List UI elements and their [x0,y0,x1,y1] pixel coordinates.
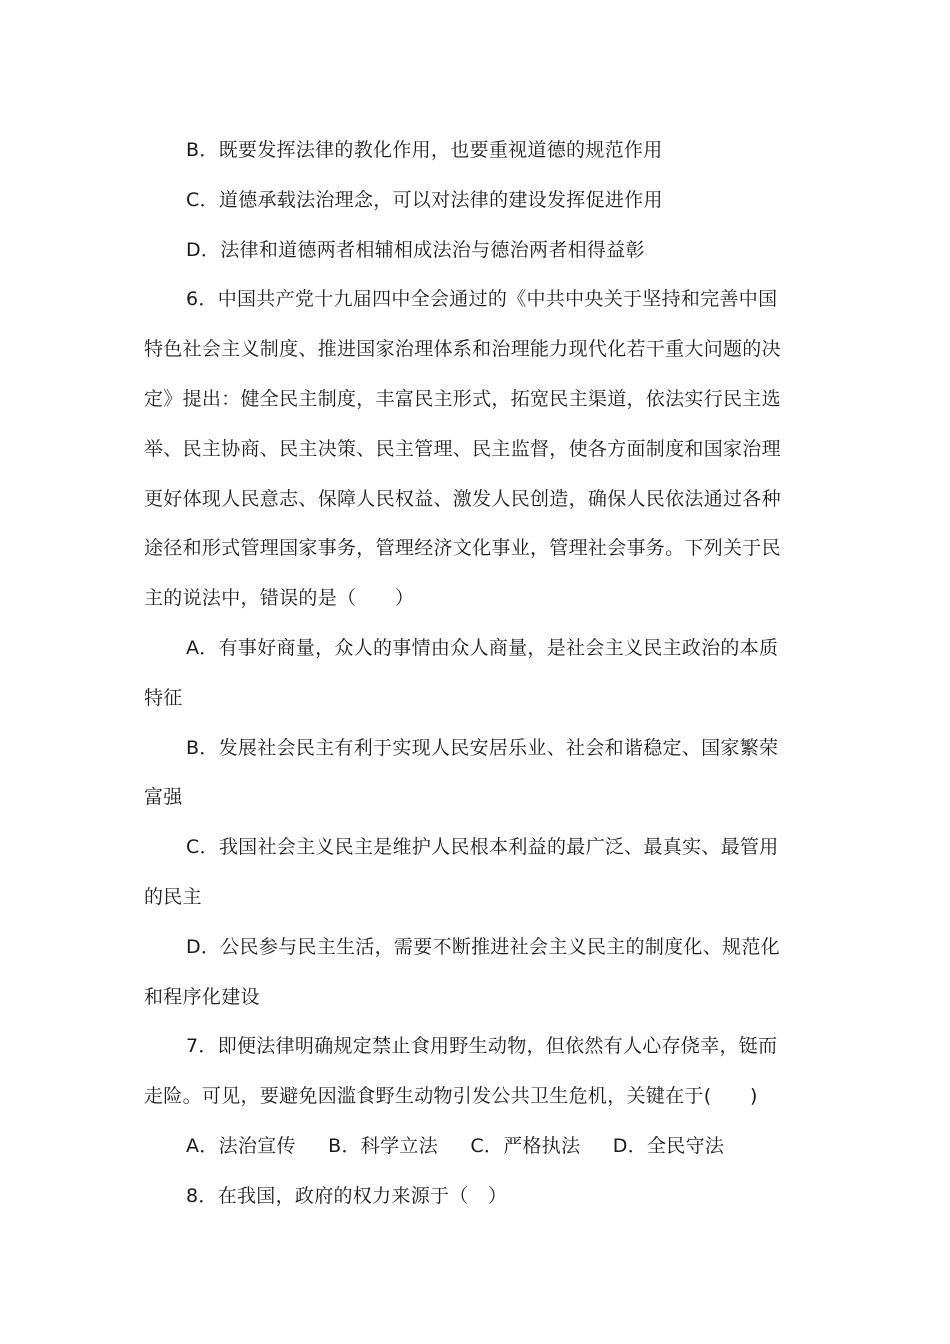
q7-option-b: B．科学立法 [328,1134,438,1157]
q5-option-d: D．法律和道德两者相辅相成法治与德治两者相得益彰 [186,238,645,261]
q6-stem-line: 主的说法中，错误的是（ ） [144,587,415,610]
q6-option-d: D．公民参与民主生活，需要不断推进社会主义民主的制度化、规范化 [186,935,780,958]
q6-stem-line: 定》提出：健全民主制度，丰富民主形式，拓宽民主渠道，依法实行民主选 [144,387,781,410]
q6-option-d-cont: 和程序化建设 [144,985,260,1008]
q7-option-c: C．严格执法 [470,1134,581,1157]
q5-option-b: B．既要发挥法律的教化作用，也要重视道德的规范作用 [186,139,663,161]
q6-option-c-cont: 的民主 [144,885,202,908]
q6-option-a-cont: 特征 [144,686,183,709]
q7-stem-line: 7．即便法律明确规定禁止食用野生动物，但依然有人心存侥幸，铤而 [186,1035,778,1058]
q7-stem-line: 走险。可见，要避免因滥食野生动物引发公共卫生危机，关键在于( ) [144,1085,758,1108]
q8-stem: 8．在我国，政府的权力来源于（ ） [186,1184,508,1207]
q6-option-a: A．有事好商量，众人的事情由众人商量，是社会主义民主政治的本质 [186,636,779,659]
q6-stem-line: 途径和形式管理国家事务，管理经济文化事业，管理社会事务。下列关于民 [144,537,781,560]
q6-stem-line: 特色社会主义制度、推进国家治理体系和治理能力现代化若干重大问题的决 [144,338,781,361]
q5-option-c: C．道德承载法治理念，可以对法律的建设发挥促进作用 [186,188,663,211]
q6-stem-line: 举、民主协商、民主决策、民主管理、民主监督，使各方面制度和国家治理 [144,437,781,460]
q7-options-row [144,1122,810,1172]
q6-stem-line: 6．中国共产党十九届四中全会通过的《中共中央关于坚持和完善中国 [186,288,778,311]
q7-option-d: D．全民守法 [612,1134,725,1157]
q7-option-a: A．法治宣传 [186,1134,296,1157]
q6-option-b: B．发展社会民主有利于实现人民安居乐业、社会和谐稳定、国家繁荣 [186,736,779,759]
question-content [144,126,810,1222]
q6-option-c: C．我国社会主义民主是维护人民根本利益的最广泛、最真实、最管用 [186,836,779,859]
q6-stem-line: 更好体现人民意志、保障人民权益、激发人民创造，确保人民依法通过各种 [144,487,781,510]
q6-option-b-cont: 富强 [144,786,183,809]
